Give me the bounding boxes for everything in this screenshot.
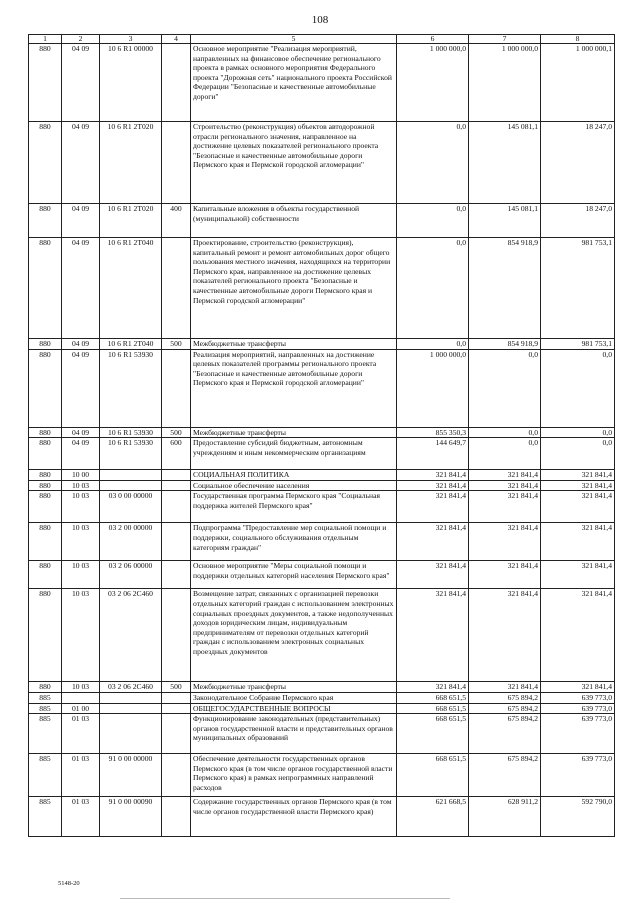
cell-1: 880 <box>29 238 62 339</box>
cell-5: Проектирование, строительство (реконструкция), капитальный ремонт и ремонт автомобильных дорог общего пользования местного значения, находящихся на территории Пермского края, направленное на достижение целевых показателей регионального проекта "Безопасные и качественные автомобильные дороги Пермского края и Пермской городской агломерации" <box>191 238 397 339</box>
cell-2: 04 09 <box>62 339 100 350</box>
cell-6: 1 000 000,0 <box>397 44 469 122</box>
cell-8: 321 841,4 <box>541 523 615 561</box>
cell-7: 675 894,2 <box>469 703 541 714</box>
table-row <box>29 703 615 714</box>
cell-4 <box>162 754 191 797</box>
cell-5: Основное мероприятие "Реализация мероприятий, направленных на финансовое обеспечение регионального проекта в рамках основного мероприятия Федерального проекта "Дорожная сеть" национального проекта Российской Федерации "Безопасные и качественные автомобильные дороги" <box>191 44 397 122</box>
cell-3: 10 6 R1 00000 <box>100 44 162 122</box>
cell-6: 321 841,4 <box>397 561 469 589</box>
cell-7: 321 841,4 <box>469 523 541 561</box>
cell-7: 145 081,1 <box>469 122 541 204</box>
cell-5: Межбюджетные трансферты <box>191 682 397 693</box>
table-row <box>29 797 615 837</box>
cell-4 <box>162 491 191 523</box>
cell-1: 880 <box>29 589 62 682</box>
table-row <box>29 491 615 523</box>
cell-8: 639 773,0 <box>541 714 615 754</box>
col-header: 8 <box>541 35 615 44</box>
cell-3 <box>100 480 162 491</box>
header-row <box>29 35 615 44</box>
cell-2: 04 09 <box>62 238 100 339</box>
cell-7: 0,0 <box>469 438 541 470</box>
cell-2: 01 03 <box>62 754 100 797</box>
cell-7: 675 894,2 <box>469 714 541 754</box>
cell-2: 10 03 <box>62 491 100 523</box>
cell-3 <box>100 703 162 714</box>
col-header: 1 <box>29 35 62 44</box>
table-row <box>29 589 615 682</box>
cell-4: 500 <box>162 682 191 693</box>
cell-5: Подпрограмма "Предоставление мер социальной помощи и поддержки, социального обслуживания отдельным категориям граждан" <box>191 523 397 561</box>
cell-3: 03 2 00 00000 <box>100 523 162 561</box>
cell-6: 621 668,5 <box>397 797 469 837</box>
cell-4 <box>162 703 191 714</box>
cell-3: 10 6 R1 2T040 <box>100 238 162 339</box>
cell-4: 500 <box>162 339 191 350</box>
cell-3: 91 0 00 00090 <box>100 797 162 837</box>
cell-5: Законодательное Собрание Пермского края <box>191 692 397 703</box>
cell-6: 668 651,5 <box>397 703 469 714</box>
cell-6: 668 651,5 <box>397 714 469 754</box>
cell-5: Основное мероприятие "Меры социальной помощи и поддержки отдельных категорий населения Пермского края" <box>191 561 397 589</box>
cell-2: 10 03 <box>62 480 100 491</box>
cell-8: 321 841,4 <box>541 682 615 693</box>
col-header: 5 <box>191 35 397 44</box>
cell-6: 668 651,5 <box>397 692 469 703</box>
cell-8: 981 753,1 <box>541 238 615 339</box>
cell-2: 01 03 <box>62 797 100 837</box>
cell-7: 321 841,4 <box>469 682 541 693</box>
cell-1: 880 <box>29 438 62 470</box>
cell-8: 639 773,0 <box>541 692 615 703</box>
budget-table <box>28 34 615 837</box>
cell-5: Межбюджетные трансферты <box>191 339 397 350</box>
table-row <box>29 523 615 561</box>
cell-3: 10 6 R1 2T020 <box>100 122 162 204</box>
cell-8: 0,0 <box>541 427 615 438</box>
cell-7: 1 000 000,0 <box>469 44 541 122</box>
cell-7: 854 918,9 <box>469 339 541 350</box>
cell-6: 144 649,7 <box>397 438 469 470</box>
table-row <box>29 561 615 589</box>
cell-1: 880 <box>29 480 62 491</box>
table-row <box>29 470 615 481</box>
cell-1: 880 <box>29 427 62 438</box>
footer-code: 5148-20 <box>58 880 80 887</box>
cell-8: 321 841,4 <box>541 589 615 682</box>
cell-1: 885 <box>29 754 62 797</box>
cell-2: 04 09 <box>62 122 100 204</box>
cell-8: 321 841,4 <box>541 480 615 491</box>
table-row <box>29 44 615 122</box>
cell-1: 880 <box>29 339 62 350</box>
table-row <box>29 427 615 438</box>
cell-1: 880 <box>29 523 62 561</box>
cell-5: Капитальные вложения в объекты государственной (муниципальной) собственности <box>191 204 397 238</box>
cell-7: 321 841,4 <box>469 589 541 682</box>
table-row <box>29 692 615 703</box>
cell-3: 10 6 R1 2T040 <box>100 339 162 350</box>
cell-6: 0,0 <box>397 122 469 204</box>
cell-4 <box>162 470 191 481</box>
cell-7: 321 841,4 <box>469 491 541 523</box>
cell-8: 18 247,0 <box>541 122 615 204</box>
cell-5: ОБЩЕГОСУДАРСТВЕННЫЕ ВОПРОСЫ <box>191 703 397 714</box>
cell-4 <box>162 797 191 837</box>
cell-1: 880 <box>29 682 62 693</box>
cell-4: 500 <box>162 427 191 438</box>
cell-1: 880 <box>29 204 62 238</box>
cell-8: 321 841,4 <box>541 470 615 481</box>
cell-7: 628 911,2 <box>469 797 541 837</box>
cell-4: 600 <box>162 438 191 470</box>
cell-8: 639 773,0 <box>541 703 615 714</box>
cell-3: 91 0 00 00000 <box>100 754 162 797</box>
cell-4 <box>162 480 191 491</box>
cell-3: 10 6 R1 53930 <box>100 349 162 427</box>
cell-3: 03 0 00 00000 <box>100 491 162 523</box>
cell-4 <box>162 238 191 339</box>
cell-2: 01 00 <box>62 703 100 714</box>
scan-artifact-line <box>120 898 450 899</box>
cell-2: 01 03 <box>62 714 100 754</box>
cell-1: 885 <box>29 797 62 837</box>
cell-8: 321 841,4 <box>541 561 615 589</box>
cell-2: 10 03 <box>62 589 100 682</box>
cell-6: 0,0 <box>397 204 469 238</box>
cell-2: 10 03 <box>62 561 100 589</box>
cell-1: 880 <box>29 470 62 481</box>
cell-7: 675 894,2 <box>469 754 541 797</box>
cell-5: Межбюджетные трансферты <box>191 427 397 438</box>
cell-6: 321 841,4 <box>397 491 469 523</box>
table-row <box>29 714 615 754</box>
cell-4 <box>162 523 191 561</box>
col-header: 2 <box>62 35 100 44</box>
cell-5: Социальное обеспечение населения <box>191 480 397 491</box>
cell-8: 639 773,0 <box>541 754 615 797</box>
cell-1: 880 <box>29 561 62 589</box>
cell-2: 10 03 <box>62 682 100 693</box>
cell-5: Содержание государственных органов Пермского края (в том числе органов государственной власти Пермского края) <box>191 797 397 837</box>
cell-2: 04 09 <box>62 349 100 427</box>
cell-1: 880 <box>29 491 62 523</box>
cell-3 <box>100 692 162 703</box>
table-row <box>29 122 615 204</box>
cell-3: 10 6 R1 53930 <box>100 427 162 438</box>
cell-1: 880 <box>29 44 62 122</box>
table-row <box>29 204 615 238</box>
cell-1: 880 <box>29 349 62 427</box>
table-row <box>29 480 615 491</box>
cell-7: 0,0 <box>469 427 541 438</box>
cell-2: 10 03 <box>62 523 100 561</box>
cell-3: 03 2 06 00000 <box>100 561 162 589</box>
cell-6: 1 000 000,0 <box>397 349 469 427</box>
cell-7: 145 081,1 <box>469 204 541 238</box>
col-header: 6 <box>397 35 469 44</box>
cell-3: 03 2 06 2C460 <box>100 589 162 682</box>
cell-4 <box>162 692 191 703</box>
cell-8: 321 841,4 <box>541 491 615 523</box>
cell-4 <box>162 44 191 122</box>
table-row <box>29 238 615 339</box>
page-number: 108 <box>311 14 329 26</box>
cell-8: 0,0 <box>541 438 615 470</box>
cell-1: 885 <box>29 703 62 714</box>
cell-8: 0,0 <box>541 349 615 427</box>
cell-3: 03 2 06 2C460 <box>100 682 162 693</box>
cell-6: 0,0 <box>397 238 469 339</box>
table-row <box>29 339 615 350</box>
table-row <box>29 438 615 470</box>
cell-6: 668 651,5 <box>397 754 469 797</box>
cell-6: 321 841,4 <box>397 480 469 491</box>
cell-7: 321 841,4 <box>469 470 541 481</box>
cell-5: Государственная программа Пермского края "Социальная поддержка жителей Пермского края" <box>191 491 397 523</box>
cell-4 <box>162 589 191 682</box>
cell-8: 592 790,0 <box>541 797 615 837</box>
cell-4 <box>162 561 191 589</box>
cell-1: 885 <box>29 692 62 703</box>
cell-5: СОЦИАЛЬНАЯ ПОЛИТИКА <box>191 470 397 481</box>
cell-7: 321 841,4 <box>469 480 541 491</box>
cell-5: Обеспечение деятельности государственных органов Пермского края (в том числе органов государственной власти Пермского края) в рамках непрограммных направлений расходов <box>191 754 397 797</box>
cell-4: 400 <box>162 204 191 238</box>
cell-3 <box>100 470 162 481</box>
cell-4 <box>162 349 191 427</box>
cell-3: 10 6 R1 53930 <box>100 438 162 470</box>
cell-8: 1 000 000,1 <box>541 44 615 122</box>
cell-2: 04 09 <box>62 438 100 470</box>
cell-2: 04 09 <box>62 427 100 438</box>
cell-5: Функционирование законодательных (представительных) органов государственной власти и представительных органов муниципальных образований <box>191 714 397 754</box>
cell-7: 675 894,2 <box>469 692 541 703</box>
cell-5: Предоставление субсидий бюджетным, автономным учреждениям и иным некоммерческим организациям <box>191 438 397 470</box>
cell-6: 321 841,4 <box>397 523 469 561</box>
cell-2: 04 09 <box>62 44 100 122</box>
cell-8: 18 247,0 <box>541 204 615 238</box>
table-body <box>29 44 615 837</box>
cell-3: 10 6 R1 2T020 <box>100 204 162 238</box>
cell-6: 321 841,4 <box>397 470 469 481</box>
cell-1: 885 <box>29 714 62 754</box>
cell-6: 321 841,4 <box>397 589 469 682</box>
table-row <box>29 349 615 427</box>
cell-5: Возмещение затрат, связанных с организацией перевозки отдельных категорий граждан с использованием электронных социальных проездных документов, а также недополученных доходов юридическим лицам, индивидуальным предпринимателям от перевозки отдельных категорий граждан с использованием электронных социальных проездных документов <box>191 589 397 682</box>
cell-6: 0,0 <box>397 339 469 350</box>
cell-6: 321 841,4 <box>397 682 469 693</box>
cell-3 <box>100 714 162 754</box>
cell-7: 0,0 <box>469 349 541 427</box>
col-header: 4 <box>162 35 191 44</box>
cell-2 <box>62 692 100 703</box>
cell-8: 981 753,1 <box>541 339 615 350</box>
cell-2: 04 09 <box>62 204 100 238</box>
table-row <box>29 682 615 693</box>
cell-2: 10 00 <box>62 470 100 481</box>
col-header: 3 <box>100 35 162 44</box>
cell-4 <box>162 714 191 754</box>
cell-5: Реализация мероприятий, направленных на достижение целевых показателей программы регионального проекта "Безопасные и качественные автомобильные дороги Пермского края и Пермской городской агломерации" <box>191 349 397 427</box>
cell-6: 855 350,3 <box>397 427 469 438</box>
cell-7: 854 918,9 <box>469 238 541 339</box>
cell-7: 321 841,4 <box>469 561 541 589</box>
cell-4 <box>162 122 191 204</box>
col-header: 7 <box>469 35 541 44</box>
cell-1: 880 <box>29 122 62 204</box>
cell-5: Строительство (реконструкция) объектов автодорожной отрасли регионального значения, направленное на достижение целевых показателей регионального проекта "Безопасные и качественные автомобильные дороги Пермского края и Пермской городской агломерации" <box>191 122 397 204</box>
table-row <box>29 754 615 797</box>
